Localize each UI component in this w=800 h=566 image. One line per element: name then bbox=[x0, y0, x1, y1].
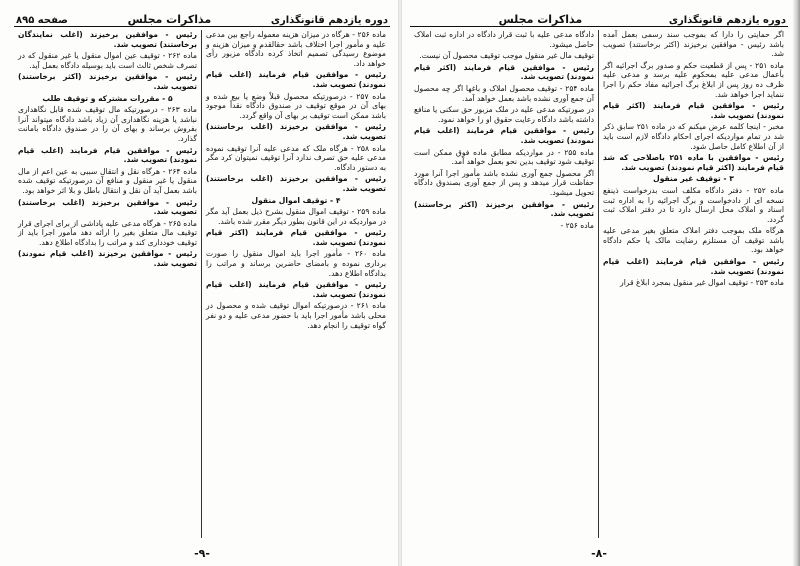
section-heading: ۵ - مقررات مشترکه و توقیف طلب bbox=[42, 93, 173, 103]
vote-line: رئیس - موافقین قیام فرمایند (اغلب قیام نمودند) تصویب شد. bbox=[206, 70, 386, 89]
article-paragraph: ماده ۲۶۵ - هرگاه مدعی علیه پاداشی از برای اجرای قرار توقیف مال متعلق بغیر را ارائه دهد مأمور اجرا باید از توقیف خودداری کند و مراتب را بدادگاه اطلاع دهد. bbox=[18, 218, 197, 247]
article-paragraph: اگر محصول جمع آوری نشده باشد مأمور اجرا آنرا مورد حفاظت قرار میدهد و پس از جمع آوری بصندوق دادگاه تحویل میشود. bbox=[414, 168, 594, 197]
article-paragraph: ماده ۲۶۴ - هرگاه نقل و انتقال سببی به عین اعم از مال منقول یا غیر منقول و منافع آن درصورتیکه توقیف شده باشد بعمل آید آن نقل و انتقال باطل و بلا اثر خواهد بود. bbox=[18, 166, 198, 195]
vote-line: رئیس - موافقین برخیزند (اکثر برخاستند) تصویب شد. bbox=[414, 199, 594, 219]
left-page bbox=[0, 0, 398, 566]
article-paragraph: ماده ۲۵۴ - توقیف محصول املاک و باغها اگر چه محصول آن جمع آوری نشده باشد بعمل خواهد آمد. bbox=[414, 83, 594, 103]
article-paragraph: ماده ۲۵۶ - هرگاه در میزان هزینه معموله راجع بین مدعی علیه و مأمور اجرا اختلاف باشد حقالقدم و میزان هزینه و موضوع رسیدگی تصمیم اتخاذ کرده دادگاه مزبور رأی خواهد داد. bbox=[206, 30, 387, 68]
vote-line: رئیس - موافقین قیام فرمایند (اغلب قیام نمودند) تصویب شد. bbox=[414, 126, 594, 145]
vote-line: رئیس - موافقین برخیزند (اکثر برخاستند) تصویب شد. bbox=[18, 72, 197, 91]
left-page-label: صفحه ۸۹۵ bbox=[16, 15, 68, 26]
article-paragraph: ماده ۲۵۵ - در مواردیکه مطابق ماده فوق ممکن است توقیف شود توقیف بدین نحو بعمل خواهد آمد. bbox=[414, 147, 594, 167]
vote-line: رئیس - موافقین قیام فرمایند (اکثر قیام نمودند) تصویب شد. bbox=[206, 228, 386, 247]
article-paragraph: در صورتیکه مدعی علیه در ملک مزبور حق سکنی یا منافع داشته باشد دادگاه رعایت حقوق او را خواهد نمود. bbox=[414, 105, 594, 124]
article-paragraph: توقیف مال غیر منقول موجب توقیف محصول آن نیست. bbox=[419, 51, 594, 61]
left-page-columns bbox=[14, 30, 390, 538]
right-session-title: مذاکرات مجلس bbox=[498, 13, 583, 26]
vote-line: رئیس - موافقین برخیزند (اغلب برخاستند) تصویب شد. bbox=[18, 197, 197, 217]
right-page-right-column bbox=[599, 30, 788, 538]
left-page-left-column bbox=[14, 30, 202, 538]
article-paragraph: ماده ۲۶۱ - درصورتیکه اموال توقیف شده و محصول در محلی باشد مأمور اجرا باید با حضور مدعی علیه و دو نفر گواه توقیف را انجام دهد. bbox=[206, 301, 386, 330]
article-paragraph: دادگاه مدعی علیه با ثبت قرار دادگاه در اداره ثبت املاک حاصل میشود. bbox=[414, 30, 594, 49]
article-paragraph: ماده ۲۶۰ - مأمور اجرا باید اموال منقول را صورت برداری نموده و بامضای حاضرین برساند و مراتب را بدادگاه اطلاع دهد. bbox=[206, 249, 386, 278]
section-heading: ۳ - توقیف غیر منقول bbox=[653, 174, 734, 184]
vote-line: رئیس - موافقین برخیزند (اغلب برخاستند) تصویب شد. bbox=[206, 174, 386, 193]
vote-line: رئیس - موافقین با ماده ۲۵۱ باصلاحی که شد قیام فرمایند (اکثر قیام نمودند) تصویب شد. bbox=[603, 153, 784, 172]
article-paragraph: ماده ۲۵۶ - bbox=[560, 220, 594, 230]
article-paragraph: ماده ۲۶۳ - درصورتیکه مال توقیف شده قابل نگاهداری نباشد یا هزینه نگاهداری آن زیاد باشد دادگاه میتواند آنرا بفروش برساند و بهای آن را در صندوق دادگاه بامانت گذارد. bbox=[18, 105, 197, 143]
left-term-title: دوره یازدهم قانونگذاری bbox=[270, 15, 388, 26]
article-paragraph: هرگاه ملک بموجب دفتر املاک متعلق بغیر مدعی علیه باشد توقیف آن مستلزم رضایت مالک یا حکم دادگاه خواهد بود. bbox=[603, 226, 784, 255]
vote-line: رئیس - موافقین برخیزند (اغلب برخاستند) تصویب شد. bbox=[206, 122, 386, 141]
left-page-header bbox=[14, 4, 390, 27]
left-page-right-column bbox=[202, 30, 390, 538]
article-paragraph: ماده ۲۵۲ - دفتر دادگاه مکلف است بدرخواست ذینفع نسخه ای از دادخواست و برگ اجرائیه را به اداره ثبت اسناد و املاک محل ارسال دارد تا در دفتر املاک ثبت گردد. bbox=[603, 185, 784, 224]
vote-line: رئیس - موافقین برخیزند (اغلب قیام نمودند) تصویب شد. bbox=[18, 249, 197, 269]
article-paragraph: ماده ۲۶۲ - توقیف عین اموال منقول یا غیر منقول که در تصرف شخص ثالث است باید بوسیله دادگاه بعمل آید. bbox=[18, 51, 198, 70]
vote-line: رئیس - موافقین قیام فرمایند (اکثر قیام نمودند) تصویب شد. bbox=[603, 101, 784, 120]
page-edge-shadow bbox=[792, 0, 800, 566]
right-page-number: -۸- bbox=[591, 547, 607, 560]
article-paragraph: ماده ۲۵۳ - توقیف اموال غیر منقول بمجرد ابلاغ قرار bbox=[620, 278, 784, 288]
section-heading: ۴ - توقیف اموال منقول bbox=[251, 195, 341, 205]
article-paragraph: ماده ۲۵۷ - درصورتیکه محصول قبلاً وضع یا بیع شده و بهای آن در موقع توقیف در صندوق دادگاه نقداً موجود باشد ممکن است توقیف بر بهای آن واقع گردد. bbox=[206, 91, 386, 120]
vote-line: رئیس - موافقین قیام فرمایند (اغلب قیام نمودند) تصویب شد. bbox=[18, 145, 197, 165]
vote-line: رئیس - موافقین قیام فرمایند (اغلب قیام نمودند) تصویب شد. bbox=[603, 257, 784, 276]
article-paragraph: ماده ۲۵۱ - پس از قطعیت حکم و صدور برگ اجرائیه اگر بأعمال مدعی علیه بمحکوم علیه برسد و مدعی علیه ظرف ده روز پس از ابلاغ برگ اجرائیه مفاد حکم را اجرا ننماید اجرا خواهد شد. bbox=[603, 60, 784, 99]
vote-line: رئیس - موافقین قیام فرمایند (اکثر قیام نمودند) تصویب شد. bbox=[414, 62, 594, 82]
left-page-number: -۹- bbox=[194, 547, 210, 560]
right-page bbox=[402, 0, 800, 566]
right-term-title: دوره یازدهم قانونگذاری bbox=[668, 15, 786, 26]
article-paragraph: ماده ۲۵۸ - هرگاه ملک که مدعی علیه آنرا توقیف نموده مدعی علیه حق تصرف ندارد آنرا توقیف نمیتوان کرد مگر به دستور دادگاه. bbox=[206, 143, 386, 172]
right-page-columns bbox=[410, 30, 788, 538]
article-paragraph: ماده ۲۵۹ - توقیف اموال منقول بشرح ذیل بعمل آید مگر در مواردیکه در این قانون بطور دیگر مقرر شده باشد. bbox=[206, 207, 386, 226]
article-paragraph: اگر حمایتی را دارا که بموجب سند رسمی بعمل آمده باشد رئیس - موافقین برخیزند (اکثر برخاستند) تصویب شد. bbox=[603, 30, 784, 59]
left-session-title: مذاکرات مجلس bbox=[127, 13, 212, 26]
vote-line: رئیس - موافقین برخیزند (اغلب نمایندگان برخاستند) تصویب شد. bbox=[18, 30, 197, 49]
article-paragraph: مخبر - اینجا کلمه عرض میکنم که در ماده ۲۵۱ سابق ذکر شد در تمام مواردیکه اجرای احکام دادگاه لازم است باید از آن اطلاع کامل حاصل شود. bbox=[603, 122, 784, 151]
right-page-left-column bbox=[410, 30, 599, 538]
vote-line: رئیس - موافقین قیام فرمایند (اغلب قیام نمودند) تصویب شد. bbox=[206, 280, 386, 299]
right-page-header bbox=[410, 4, 788, 27]
